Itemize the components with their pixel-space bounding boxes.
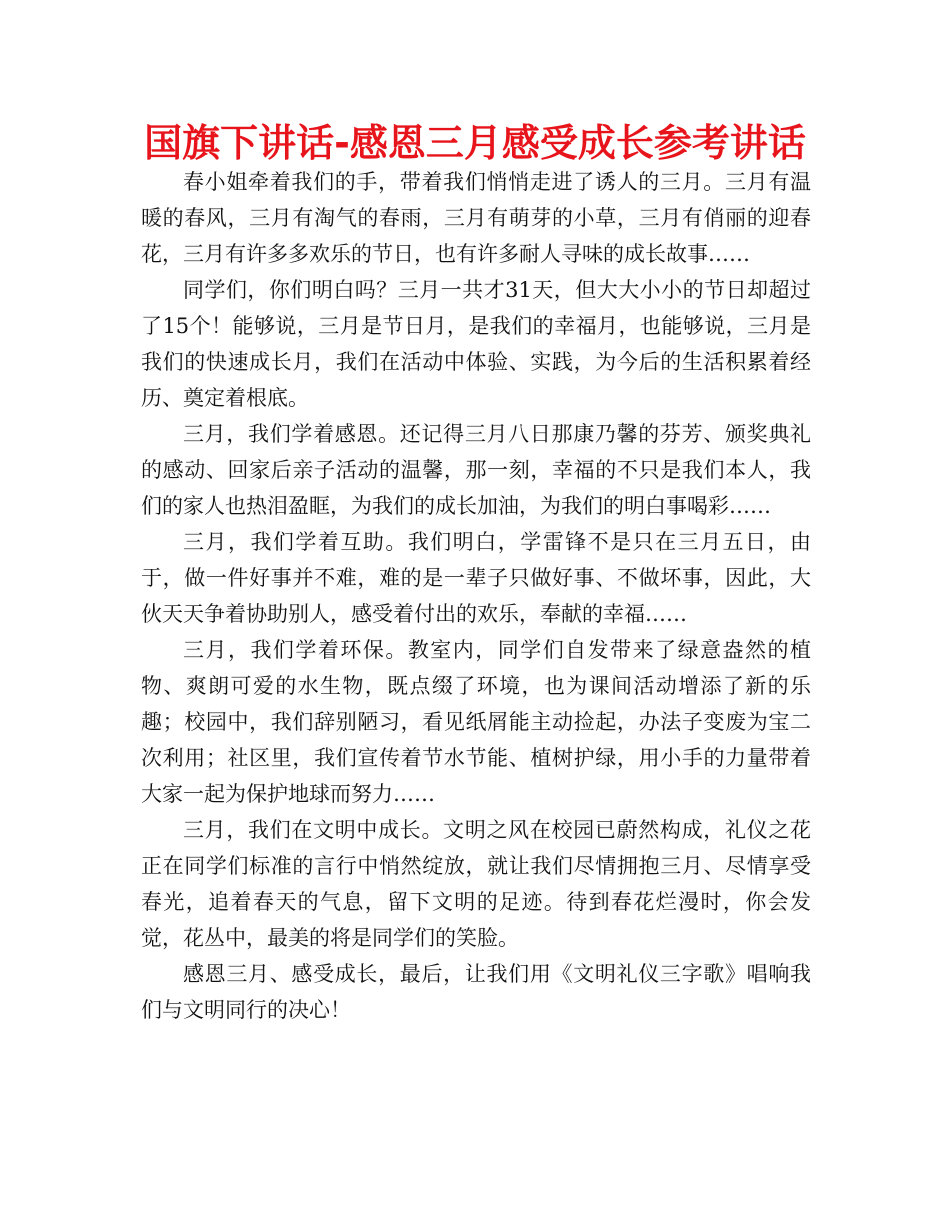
paragraph-4: 三月，我们学着互助。我们明白，学雷锋不是只在三月五日，由于，做一件好事并不难，难的是一辈子只做好事、不做坏事，因此，大伙天天争着协助别人，感受着付出的欢乐，奉献的幸福…… [141,530,811,626]
document-body [141,164,811,1028]
paragraph-6: 三月，我们在文明中成长。文明之风在校园已蔚然构成，礼仪之花正在同学们标准的言行中悄然绽放，就让我们尽情拥抱三月、尽情享受春光，追着春天的气息，留下文明的足迹。待到春花烂漫时，你会发觉，花丛中，最美的将是同学们的笑脸。 [141,818,811,950]
paragraph-3: 三月，我们学着感恩。还记得三月八日那康乃馨的芬芳、颁奖典礼的感动、回家后亲子活动的温馨，那一刻，幸福的不只是我们本人，我们的家人也热泪盈眶，为我们的成长加油，为我们的明白事喝彩…… [141,422,811,518]
paragraph-2: 同学们，你们明白吗？三月一共才31天，但大大小小的节日却超过了15个！能够说，三月是节日月，是我们的幸福月，也能够说，三月是我们的快速成长月，我们在活动中体验、实践，为今后的生活积累着经历、奠定着根底。 [141,278,811,410]
paragraph-1: 春小姐牵着我们的手，带着我们悄悄走进了诱人的三月。三月有温暖的春风，三月有淘气的春雨，三月有萌芽的小草，三月有俏丽的迎春花，三月有许多多欢乐的节日，也有许多耐人寻味的成长故事…… [141,170,811,266]
paragraph-5: 三月，我们学着环保。教室内，同学们自发带来了绿意盎然的植物、爽朗可爱的水生物，既点缀了环境，也为课间活动增添了新的乐趣；校园中，我们辞别陋习，看见纸屑能主动捡起，办法子变废为宝二次利用；社区里，我们宣传着节水节能、植树护绿，用小手的力量带着大家一起为保护地球而努力…… [141,638,811,806]
document-title: 国旗下讲话-感恩三月感受成长参考讲话 [144,121,806,165]
paragraph-7: 感恩三月、感受成长，最后，让我们用《文明礼仪三字歌》唱响我们与文明同行的决心！ [141,962,811,1022]
